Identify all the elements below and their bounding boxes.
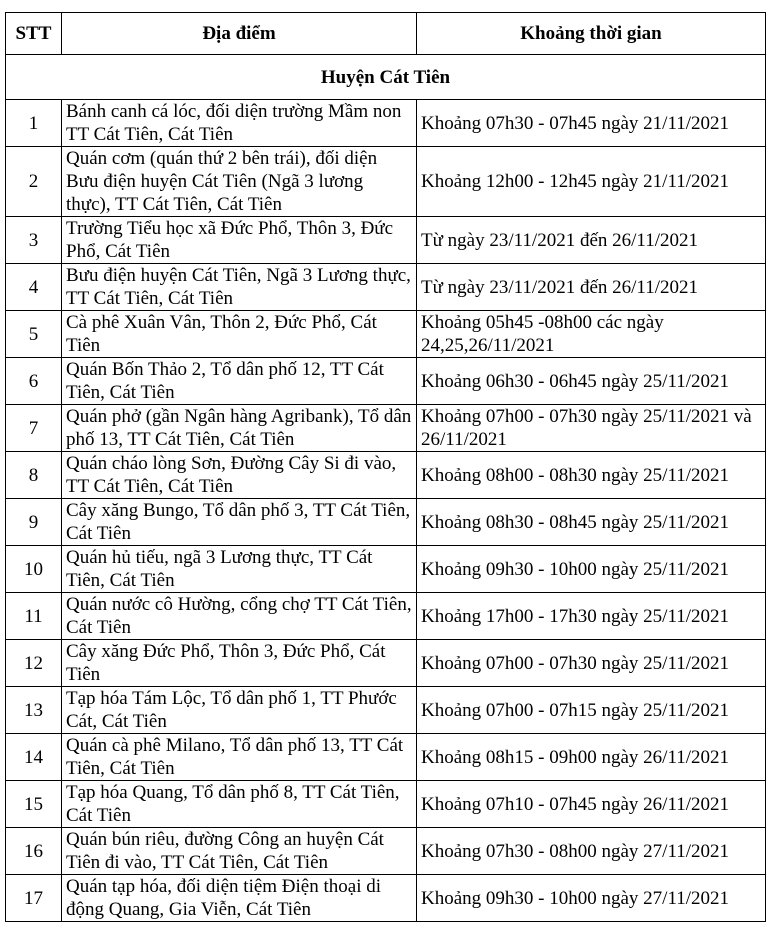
row-time: Khoảng 07h00 - 07h30 ngày 25/11/2021 — [417, 640, 766, 687]
row-location: Cây xăng Bungo, Tổ dân phố 3, TT Cát Tiên, Cát Tiên — [62, 499, 417, 546]
row-location: Quán Bốn Thảo 2, Tổ dân phố 12, TT Cát Tiên, Cát Tiên — [62, 358, 417, 405]
row-stt: 9 — [6, 499, 62, 546]
table-row — [6, 828, 766, 875]
row-stt: 2 — [6, 147, 62, 217]
row-time: Khoảng 07h30 - 08h00 ngày 27/11/2021 — [417, 828, 766, 875]
table-row — [6, 875, 766, 922]
table-row — [6, 405, 766, 452]
row-time: Từ ngày 23/11/2021 đến 26/11/2021 — [417, 264, 766, 311]
row-time: Khoảng 09h30 - 10h00 ngày 27/11/2021 — [417, 875, 766, 922]
row-location: Quán hủ tiếu, ngã 3 Lương thực, TT Cát Tiên, Cát Tiên — [62, 546, 417, 593]
row-location: Quán nước cô Hường, cổng chợ TT Cát Tiên, Cát Tiên — [62, 593, 417, 640]
row-time: Khoảng 12h00 - 12h45 ngày 21/11/2021 — [417, 147, 766, 217]
row-time: Khoảng 08h15 - 09h00 ngày 26/11/2021 — [417, 734, 766, 781]
row-location: Quán cơm (quán thứ 2 bên trái), đối diện Bưu điện huyện Cát Tiên (Ngã 3 lương thực), TT Cát Tiên, Cát Tiên — [62, 147, 417, 217]
table-row — [6, 217, 766, 264]
header-time: Khoảng thời gian — [417, 13, 766, 55]
row-location: Bánh canh cá lóc, đối diện trường Mầm non TT Cát Tiên, Cát Tiên — [62, 100, 417, 147]
row-stt: 5 — [6, 311, 62, 358]
row-stt: 15 — [6, 781, 62, 828]
row-location: Cà phê Xuân Vân, Thôn 2, Đức Phổ, Cát Tiên — [62, 311, 417, 358]
row-time: Khoảng 06h30 - 06h45 ngày 25/11/2021 — [417, 358, 766, 405]
row-stt: 7 — [6, 405, 62, 452]
table-row — [6, 687, 766, 734]
row-location: Quán bún riêu, đường Công an huyện Cát Tiên đi vào, TT Cát Tiên, Cát Tiên — [62, 828, 417, 875]
row-time: Khoảng 17h00 - 17h30 ngày 25/11/2021 — [417, 593, 766, 640]
row-time: Khoảng 08h30 - 08h45 ngày 25/11/2021 — [417, 499, 766, 546]
row-stt: 6 — [6, 358, 62, 405]
row-time: Khoảng 07h00 - 07h15 ngày 25/11/2021 — [417, 687, 766, 734]
row-time: Khoảng 07h10 - 07h45 ngày 26/11/2021 — [417, 781, 766, 828]
header-location: Địa điểm — [62, 13, 417, 55]
row-location: Trường Tiểu học xã Đức Phổ, Thôn 3, Đức Phổ, Cát Tiên — [62, 217, 417, 264]
header-stt: STT — [6, 13, 62, 55]
row-stt: 11 — [6, 593, 62, 640]
table-row — [6, 100, 766, 147]
table-row — [6, 499, 766, 546]
header-row — [6, 13, 766, 55]
table-row — [6, 640, 766, 687]
row-stt: 16 — [6, 828, 62, 875]
row-stt: 14 — [6, 734, 62, 781]
row-time: Khoảng 07h30 - 07h45 ngày 21/11/2021 — [417, 100, 766, 147]
table-row — [6, 452, 766, 499]
row-stt: 17 — [6, 875, 62, 922]
row-location: Quán cà phê Milano, Tổ dân phố 13, TT Cát Tiên, Cát Tiên — [62, 734, 417, 781]
row-time: Khoảng 05h45 -08h00 các ngày 24,25,26/11/2021 — [417, 311, 766, 358]
row-location: Quán tạp hóa, đối diện tiệm Điện thoại di động Quang, Gia Viễn, Cát Tiên — [62, 875, 417, 922]
section-row — [6, 55, 766, 100]
table-row — [6, 147, 766, 217]
row-time: Khoảng 07h00 - 07h30 ngày 25/11/2021 và 26/11/2021 — [417, 405, 766, 452]
schedule-table — [5, 12, 766, 922]
table-row — [6, 264, 766, 311]
row-stt: 8 — [6, 452, 62, 499]
row-location: Bưu điện huyện Cát Tiên, Ngã 3 Lương thực, TT Cát Tiên, Cát Tiên — [62, 264, 417, 311]
table-row — [6, 734, 766, 781]
table-row — [6, 546, 766, 593]
row-time: Khoảng 08h00 - 08h30 ngày 25/11/2021 — [417, 452, 766, 499]
table-row — [6, 781, 766, 828]
row-location: Cây xăng Đức Phổ, Thôn 3, Đức Phổ, Cát Tiên — [62, 640, 417, 687]
table-row — [6, 593, 766, 640]
row-stt: 3 — [6, 217, 62, 264]
row-time: Khoảng 09h30 - 10h00 ngày 25/11/2021 — [417, 546, 766, 593]
table-row — [6, 358, 766, 405]
row-location: Quán cháo lòng Sơn, Đường Cây Si đi vào, TT Cát Tiên, Cát Tiên — [62, 452, 417, 499]
row-location: Quán phở (gần Ngân hàng Agribank), Tổ dân phố 13, TT Cát Tiên, Cát Tiên — [62, 405, 417, 452]
row-stt: 10 — [6, 546, 62, 593]
row-stt: 12 — [6, 640, 62, 687]
row-stt: 4 — [6, 264, 62, 311]
section-title: Huyện Cát Tiên — [6, 55, 766, 100]
row-time: Từ ngày 23/11/2021 đến 26/11/2021 — [417, 217, 766, 264]
table-row — [6, 311, 766, 358]
row-location: Tạp hóa Quang, Tổ dân phố 8, TT Cát Tiên, Cát Tiên — [62, 781, 417, 828]
row-stt: 13 — [6, 687, 62, 734]
row-stt: 1 — [6, 100, 62, 147]
row-location: Tạp hóa Tám Lộc, Tổ dân phố 1, TT Phước Cát, Cát Tiên — [62, 687, 417, 734]
